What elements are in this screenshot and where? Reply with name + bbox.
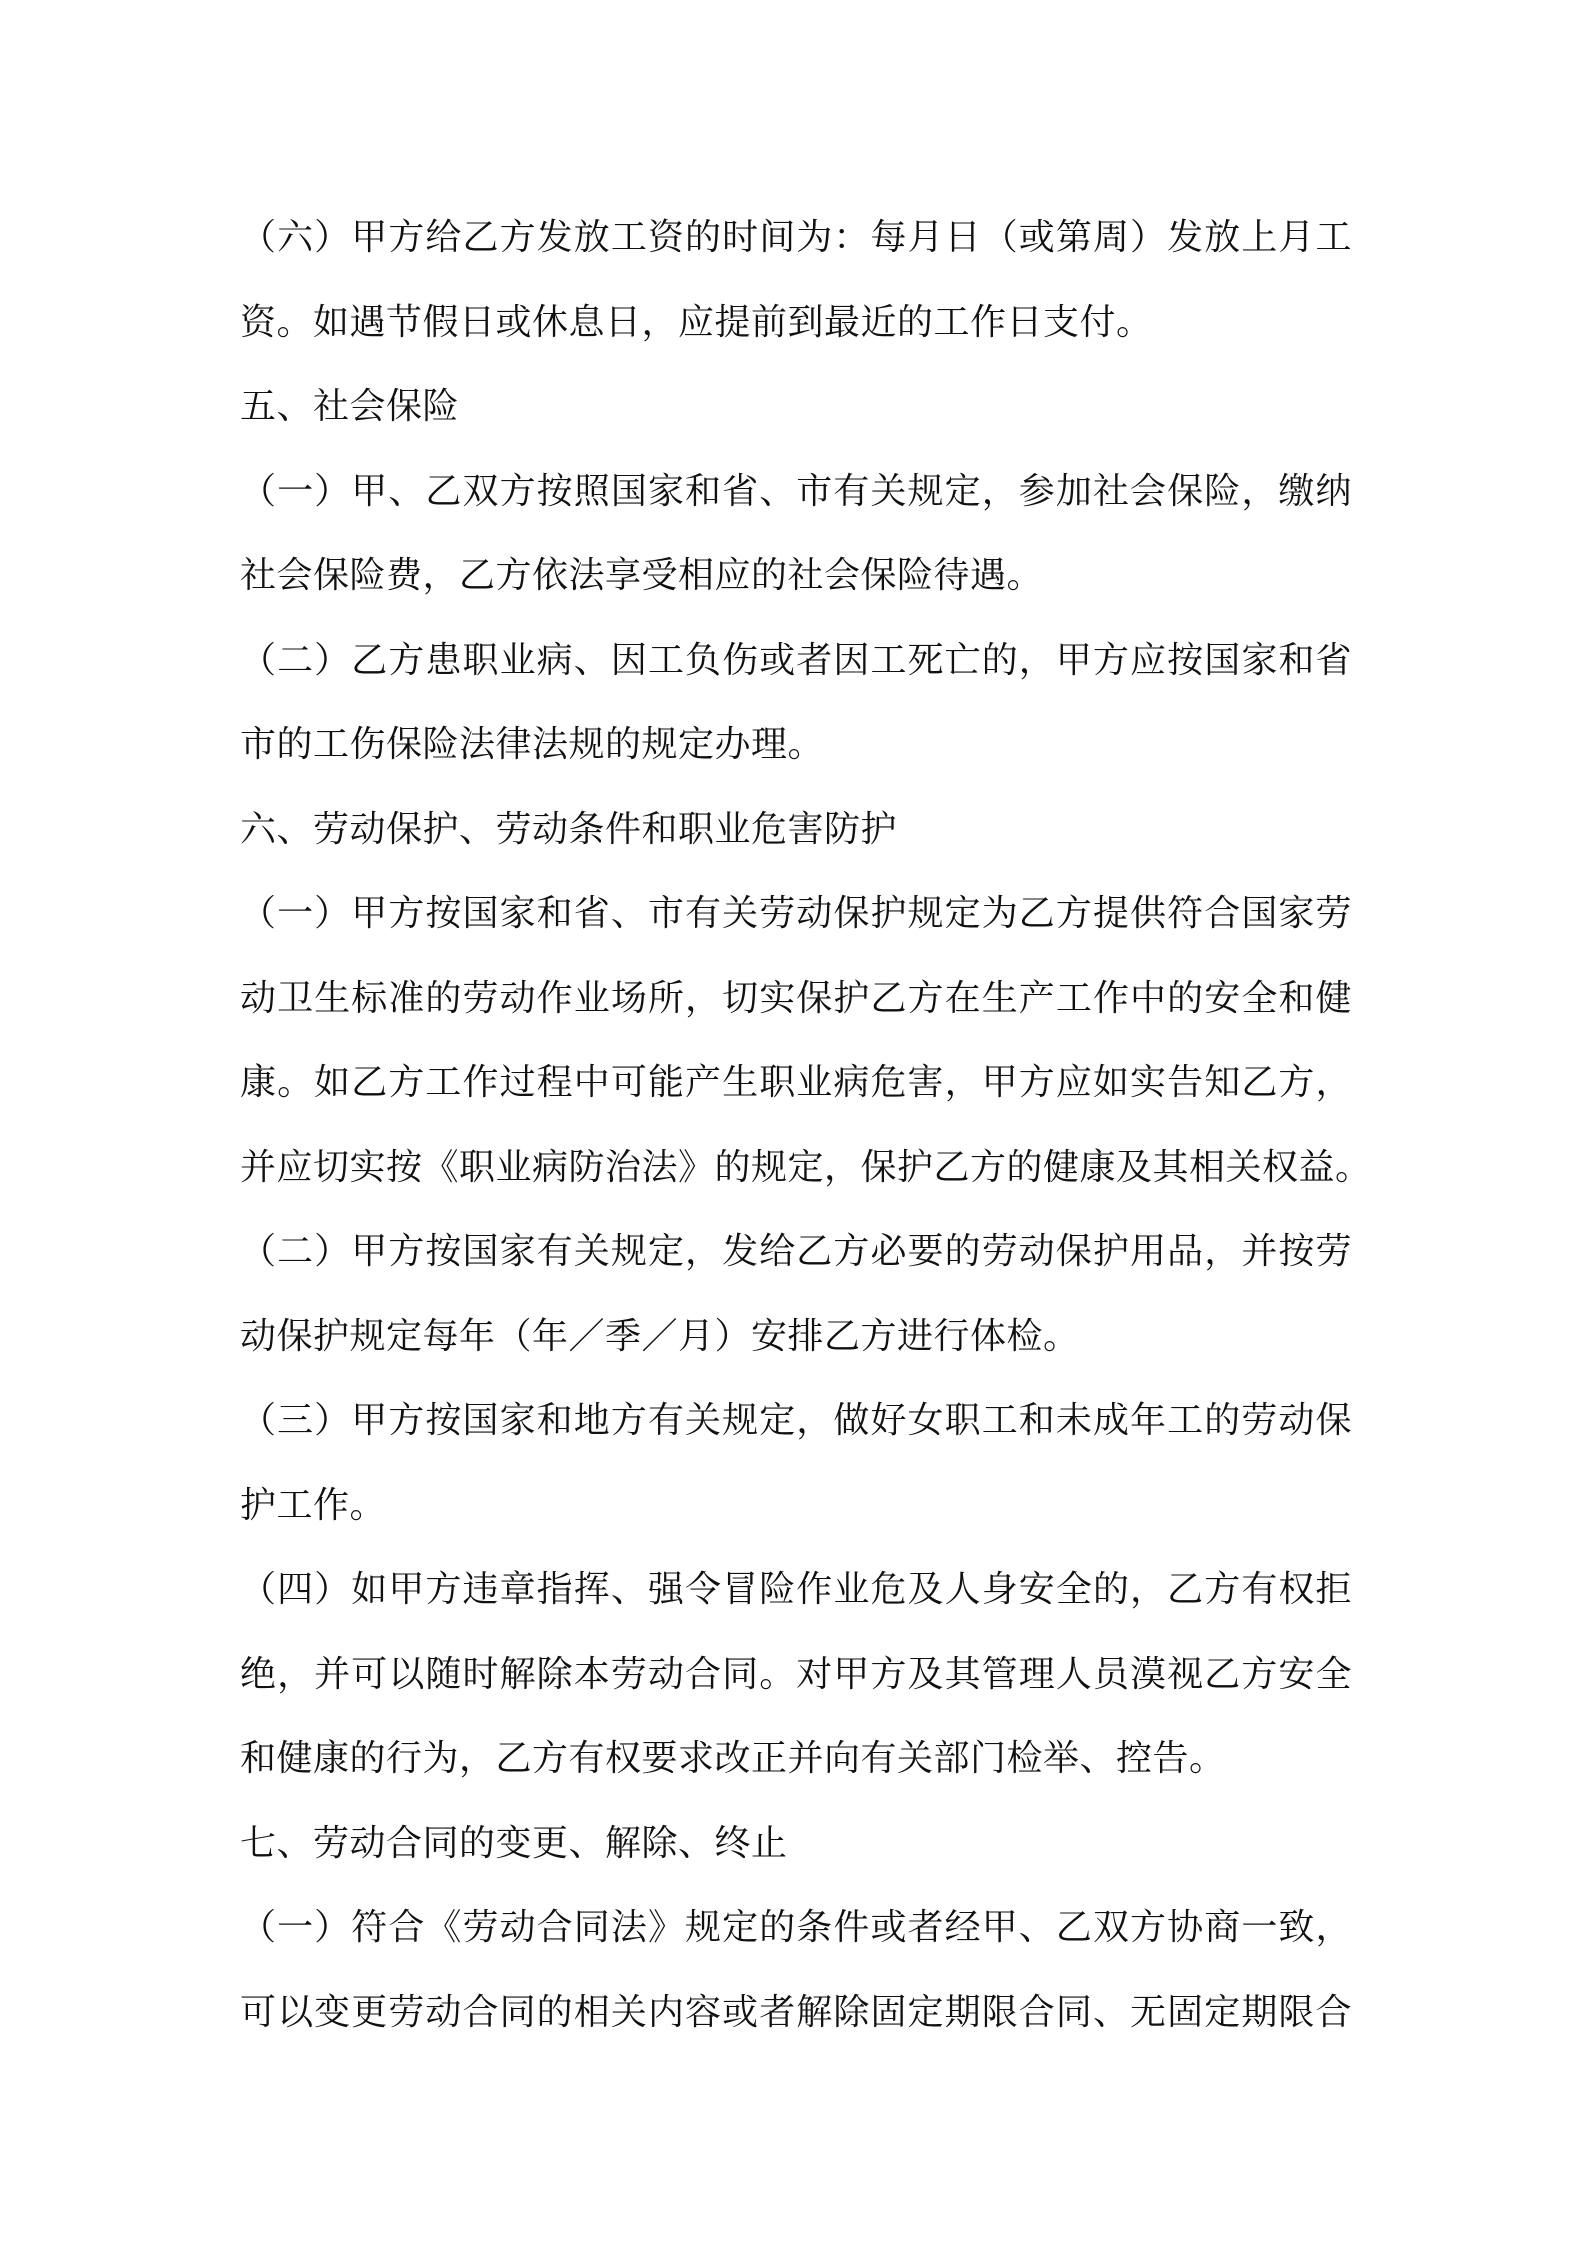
text-line-21: （一）符合《劳动合同法》规定的条件或者经甲、乙双方协商一致，	[240, 1907, 1352, 1948]
text-line-1: （六）甲方给乙方发放工资的时间为：每月日（或第周）发放上月工	[240, 217, 1352, 258]
text-line-16: 护工作。	[240, 1484, 387, 1526]
document-body	[240, 196, 1372, 2055]
text-line-15: （三）甲方按国家和地方有关规定，做好女职工和未成年工的劳动保	[240, 1400, 1352, 1441]
text-line-7: 市的工伤保险法律法规的规定办理。	[240, 724, 825, 765]
text-line-10: 动卫生标准的劳动作业场所，切实保护乙方在生产工作中的安全和健	[240, 977, 1352, 1019]
text-line-6: （二）乙方患职业病、因工负伤或者因工死亡的，甲方应按国家和省	[240, 639, 1352, 681]
text-line-13: （二）甲方按国家有关规定，发给乙方必要的劳动保护用品，并按劳	[240, 1231, 1352, 1272]
text-line-9: （一）甲方按国家和省、市有关劳动保护规定为乙方提供符合国家劳	[240, 893, 1352, 934]
text-line-19: 和健康的行为，乙方有权要求改正并向有关部门检举、控告。	[240, 1738, 1226, 1779]
text-line-11: 康。如乙方工作过程中可能产生职业病危害，甲方应如实告知乙方，	[240, 1062, 1352, 1103]
text-line-18: 绝，并可以随时解除本劳动合同。对甲方及其管理人员漠视乙方安全	[240, 1653, 1352, 1695]
section-heading-7: 七、劳动合同的变更、解除、终止	[240, 1822, 788, 1864]
text-line-5: 社会保险费，乙方依法享受相应的社会保险待遇。	[240, 555, 1044, 596]
section-heading-6: 六、劳动保护、劳动条件和职业危害防护	[240, 808, 898, 850]
text-line-12: 并应切实按《职业病防治法》的规定，保护乙方的健康及其相关权益。	[240, 1146, 1372, 1188]
text-line-14: 动保护规定每年（年／季／月）安排乙方进行体检。	[240, 1315, 1080, 1357]
text-line-17: （四）如甲方违章指挥、强令冒险作业危及人身安全的，乙方有权拒	[240, 1569, 1352, 1610]
text-line-4: （一）甲、乙双方按照国家和省、市有关规定，参加社会保险，缴纳	[240, 470, 1352, 512]
text-line-22: 可以变更劳动合同的相关内容或者解除固定期限合同、无固定期限合	[240, 1991, 1352, 2033]
text-line-2: 资。如遇节假日或休息日，应提前到最近的工作日支付。	[240, 301, 1153, 343]
section-heading-5: 五、社会保险	[240, 386, 460, 427]
